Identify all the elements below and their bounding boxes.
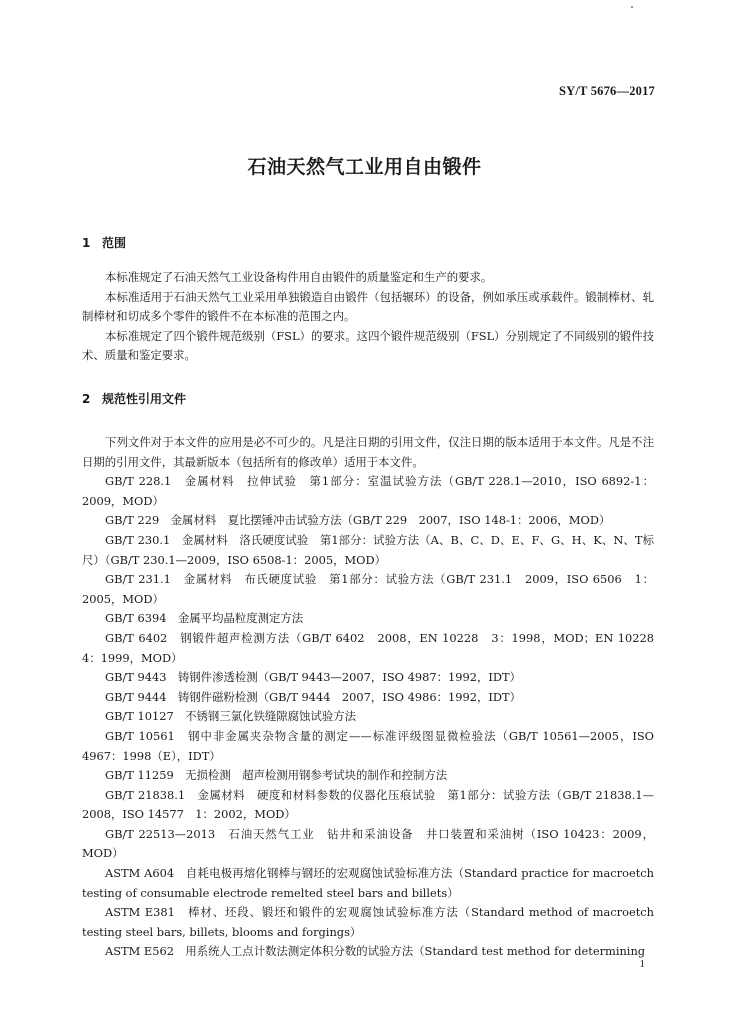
section-2-body: [82, 433, 666, 962]
reference-item: GB/T 11259 无损检测 超声检测用钢参考试块的制作和控制方法: [105, 768, 448, 783]
paragraph: 本标准适用于石油天然气工业采用单独锻造自由锻件（包括辗环）的设备，例如承压或承载件。锻制棒材、轧制棒材和切成多个零件的锻件不在本标准的范围之内。: [82, 289, 654, 324]
reference-item: GB/T 10127 不锈钢三氯化铁缝隙腐蚀试验方法: [105, 709, 357, 724]
section-1-body: [82, 268, 654, 366]
reference-item: GB/T 6402 钢锻件超声检测方法（GB/T 6402 2008，EN 10228 3：1998，MOD；EN 10228 4：1999，MOD）: [82, 630, 666, 665]
reference-item: GB/T 6394 金属平均晶粒度测定方法: [105, 611, 304, 626]
section-2-number: 2: [82, 392, 91, 406]
reference-item: GB/T 231.1 金属材料 布氏硬度试验 第1部分：试验方法（GB/T 231.1 2009，ISO 6506 1：2005，MOD）: [82, 572, 654, 606]
reference-item: ASTM E381 棒材、坯段、锻坯和锻件的宏观腐蚀试验标准方法（Standard method of macroetch testing steel bars, billets, blooms and forgings）: [82, 905, 654, 939]
reference-item: ASTM E562 用系统人工点计数法测定体积分数的试验方法（Standard test method for determining: [105, 944, 646, 959]
reference-item: GB/T 10561 钢中非金属夹杂物含量的测定——标准评级图显微检验法（GB/T 10561—2005，ISO 4967：1998（E），IDT）: [82, 728, 654, 763]
reference-item: GB/T 9444 铸钢件磁粉检测（GB/T 9444 2007，ISO 4986：1992，IDT）: [105, 689, 521, 704]
paragraph: 本标准规定了四个锻件规范级别（FSL）的要求。这四个锻件规范级别（FSL）分别规定了不同级别的锻件技术、质量和鉴定要求。: [82, 328, 654, 363]
intro-paragraph: 下列文件对于本文件的应用是必不可少的。凡是注日期的引用文件，仅注日期的版本适用于本文件。凡是不注日期的引用文件，其最新版本（包括所有的修改单）适用于本文件。: [82, 435, 654, 469]
reference-item: GB/T 22513—2013 石油天然气工业 钻井和采油设备 井口装置和采油树（ISO 10423：2009，MOD）: [82, 826, 654, 861]
paragraph: 本标准规定了石油天然气工业设备构件用自由锻件的质量鉴定和生产的要求。: [105, 270, 493, 284]
section-2-heading: [82, 390, 186, 407]
reference-item: GB/T 9443 铸钢件渗透检测（GB/T 9443—2007，ISO 4987：1992，IDT）: [105, 670, 521, 685]
reference-item: GB/T 229 金属材料 夏比摆锤冲击试验方法（GB/T 229 2007，ISO 148-1：2006，MOD）: [105, 513, 611, 528]
section-2-title: 规范性引用文件: [102, 392, 187, 406]
standard-code: SY/T 5676—2017: [559, 84, 655, 98]
reference-item: GB/T 228.1 金属材料 拉伸试验 第1部分：室温试验方法（GB/T 228.1—2010，ISO 6892-1：2009，MOD）: [82, 474, 654, 508]
section-1-heading: [82, 234, 126, 251]
document-title: 石油天然气工业用自由锻件: [247, 156, 482, 178]
reference-item: GB/T 21838.1 金属材料 硬度和材料参数的仪器化压痕试验 第1部分：试验方法（GB/T 21838.1—2008，ISO 14577 1：2002，MOD）: [82, 787, 654, 822]
scan-speck: [631, 6, 633, 8]
reference-item: GB/T 230.1 金属材料 洛氏硬度试验 第1部分：试验方法（A、B、C、D、E、F、G、H、K、N、T标尺）（GB/T 230.1—2009，ISO 6508-1：2005，MOD）: [82, 532, 654, 567]
section-1-title: 范围: [102, 236, 127, 250]
reference-item: ASTM A604 自耗电极再熔化钢棒与钢坯的宏观腐蚀试验标准方法（Standard practice for macroetch testing of consumable electrode remelted steel bars and billets）: [82, 866, 654, 900]
page-number: 1: [639, 958, 645, 970]
section-1-number: 1: [82, 236, 91, 250]
